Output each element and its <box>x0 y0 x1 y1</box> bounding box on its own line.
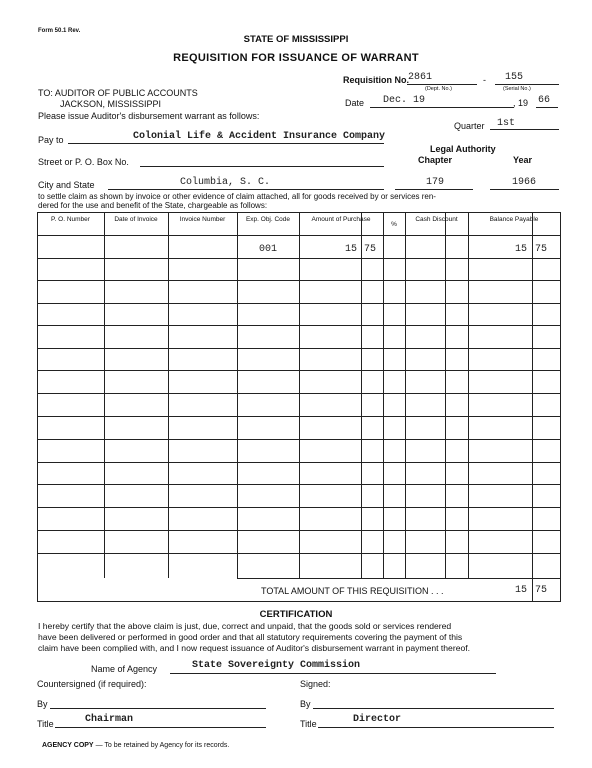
requisition-serial-line <box>495 84 559 85</box>
serial-no-caption: (Serial No.) <box>503 86 531 92</box>
title-label-right: Title <box>300 719 317 729</box>
quarter-value[interactable]: 1st <box>497 118 516 129</box>
total-cents[interactable]: 75 <box>535 585 548 596</box>
quarter-line <box>490 129 559 130</box>
agency-name-value[interactable]: State Sovereignty Commission <box>192 660 361 671</box>
to-city-line: JACKSON, MISSISSIPPI <box>60 99 162 109</box>
chapter-value[interactable]: 179 <box>426 177 445 188</box>
requisition-dept-value[interactable]: 2861 <box>408 72 433 83</box>
row1-amount-cents[interactable]: 75 <box>364 244 377 255</box>
form-number: Form 50.1 Rev. <box>38 28 81 34</box>
settle-claim-text-2: dered for the use and benefit of the State, chargeable as follows: <box>38 201 268 210</box>
year-label: Year <box>513 155 533 165</box>
header-amount-of-purchase: Amount of Purchase <box>311 216 371 223</box>
year-value[interactable]: 1966 <box>512 177 537 188</box>
page-title: REQUISITION FOR ISSUANCE OF WARRANT <box>173 52 419 64</box>
street-label: Street or P. O. Box No. <box>38 157 129 167</box>
claim-table <box>37 212 560 602</box>
agency-name-label: Name of Agency <box>91 664 158 674</box>
title-label-left: Title <box>37 719 54 729</box>
city-state-label: City and State <box>38 180 95 190</box>
certification-heading: CERTIFICATION <box>259 609 333 620</box>
title-line-left <box>55 727 266 728</box>
signed-label: Signed: <box>300 679 331 689</box>
date-label: Date <box>345 98 365 108</box>
row1-balance-dollars[interactable]: 15 <box>515 244 528 255</box>
header-percent: % <box>391 221 397 228</box>
title-value-left[interactable]: Chairman <box>85 714 134 725</box>
requisition-dept-line <box>407 84 477 85</box>
pay-to-label: Pay to <box>38 135 64 145</box>
certification-text-3: claim have been complied with, and I now request issuance of Auditor's disbursement warrant in payment thereof. <box>38 643 471 653</box>
row1-exp-code[interactable]: 001 <box>259 244 278 255</box>
agency-copy-text: — To be retained by Agency for its records. <box>95 742 230 749</box>
to-auditor-line: TO: AUDITOR OF PUBLIC ACCOUNTS <box>38 88 198 98</box>
certification-text-1: I hereby certify that the above claim is just, due, correct and unpaid, that the goods sold or services rendered <box>38 621 452 631</box>
agency-copy-note <box>42 742 229 749</box>
header-invoice-number: Invoice Number <box>179 216 226 223</box>
header-exp-obj-code: Exp. Obj. Code <box>245 216 291 223</box>
state-heading: STATE OF MISSISSIPPI <box>243 34 349 45</box>
title-line-right <box>318 727 554 728</box>
agency-copy-bold: AGENCY COPY <box>42 742 94 749</box>
certification-text-2: have been delivered or performed in good order and that all statutory requirements covering the payment of this <box>38 632 463 642</box>
by-label-left: By <box>37 699 48 709</box>
requisition-dash: - <box>483 75 486 85</box>
city-state-line <box>108 189 384 190</box>
please-issue-text: Please issue Auditor's disbursement warrant as follows: <box>38 111 260 121</box>
pay-to-line <box>68 143 384 144</box>
by-line-left[interactable] <box>50 708 266 709</box>
row1-balance-cents[interactable]: 75 <box>535 244 548 255</box>
chapter-line <box>395 189 473 190</box>
header-po-number: P. O. Number <box>51 216 90 223</box>
legal-authority-label: Legal Authority <box>430 144 496 154</box>
date-year-line <box>536 107 558 108</box>
agency-name-line <box>170 673 496 674</box>
header-date-of-invoice: Date of Invoice <box>114 216 158 223</box>
date-line <box>370 107 514 108</box>
title-value-right[interactable]: Director <box>353 714 402 725</box>
row1-amount-dollars[interactable]: 15 <box>345 244 358 255</box>
settle-claim-text-1: to settle claim as shown by invoice or other evidence of claim attached, all for goods received by or services ren- <box>38 192 436 201</box>
by-label-right: By <box>300 699 311 709</box>
quarter-label: Quarter <box>454 121 485 131</box>
pay-to-value[interactable]: Colonial Life & Accident Insurance Company <box>133 131 386 142</box>
date-year-value[interactable]: 66 <box>538 95 551 106</box>
date-year-prefix: , 19 <box>513 98 529 108</box>
street-line[interactable] <box>140 166 384 167</box>
dept-no-caption: (Dept. No.) <box>425 86 452 92</box>
chapter-label: Chapter <box>418 155 453 165</box>
countersigned-label: Countersigned (if required): <box>37 679 147 689</box>
total-label: TOTAL AMOUNT OF THIS REQUISITION . . . <box>261 586 444 596</box>
requisition-label: Requisition No. <box>343 75 409 85</box>
requisition-serial-value[interactable]: 155 <box>505 72 524 83</box>
header-balance-payable: Balance Payable <box>489 216 539 223</box>
total-dollars[interactable]: 15 <box>515 585 528 596</box>
date-value[interactable]: Dec. 19 <box>383 95 426 106</box>
year-line <box>490 189 559 190</box>
by-line-right[interactable] <box>313 708 554 709</box>
header-cash-discount: Cash Discount <box>415 216 458 223</box>
city-state-value[interactable]: Columbia, S. C. <box>180 177 271 188</box>
